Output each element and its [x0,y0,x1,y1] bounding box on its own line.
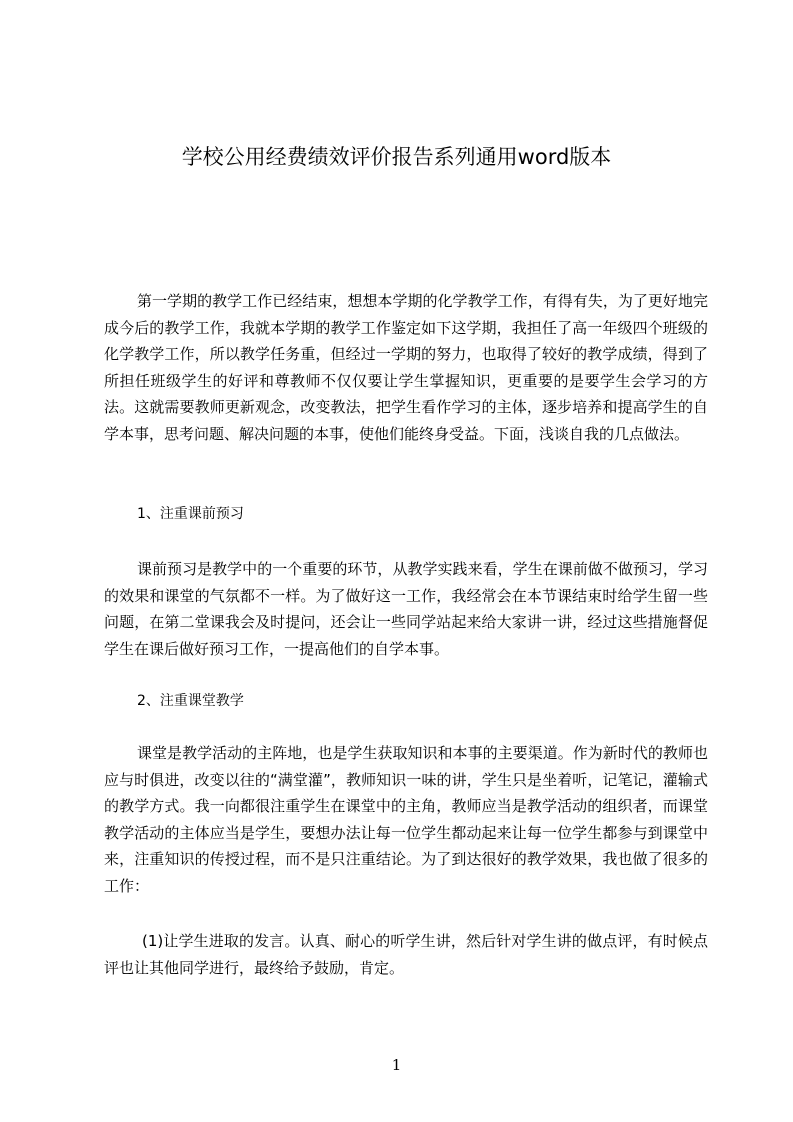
section-heading-classroom: 2、注重课堂教学 [137,693,244,709]
section-paragraph-preview: 课前预习是教学中的一个重要的环节，从教学实践来看，学生在课前做不做预习，学习的效果和课堂的气氛都不一样。为了做好这一工作，我经常会在本节课结束时给学生留一些问题，在第二堂课我会及时提问，还会让一些同学站起来给大家讲一讲，经过这些措施督促学生在课后做好预习工作，一提高他们的自学本事。 [104,560,708,658]
section-heading-preview: 1、注重课前预习 [137,506,244,522]
intro-paragraph: 第一学期的教学工作已经结束，想想本学期的化学教学工作，有得有失，为了更好地完成今后的教学工作，我就本学期的教学工作鉴定如下这学期，我担任了高一年级四个班级的化学教学工作，所以教学任务重，但经过一学期的努力，也取得了较好的教学成绩，得到了所担任班级学生的好评和尊教师不仅仅要让学生掌握知识，更重要的是要学生会学习的方法。这就需要教师更新观念，改变教法，把学生看作学习的主体，逐步培养和提高学生的自学本事，思考问题、解决问题的本事，使他们能终身受益。下面，浅谈自我的几点做法。 [104,292,708,443]
section-paragraph-classroom: 课堂是教学活动的主阵地，也是学生获取知识和本事的主要渠道。作为新时代的教师也应与时俱进，改变以往的“满堂灌”，教师知识一味的讲，学生只是坐着听，记笔记，灌输式的教学方式。我一向都很注重学生在课堂中的主角，教师应当是教学活动的组织者，而课堂教学活动的主体应当是学生，要想办法让每一位学生都动起来让每一位学生都参与到课堂中来，注重知识的传授过程，而不是只注重结论。为了到达很好的教学效果，我也做了很多的工作： [104,744,708,895]
document-title: 学校公用经费绩效评价报告系列通用word版本 [181,145,612,169]
list-item-speaking: (1)让学生进取的发言。认真、耐心的听学生讲，然后针对学生讲的做点评，有时候点评也让其他同学进行，最终给予鼓励，肯定。 [104,932,708,977]
page-number: 1 [391,1056,402,1074]
